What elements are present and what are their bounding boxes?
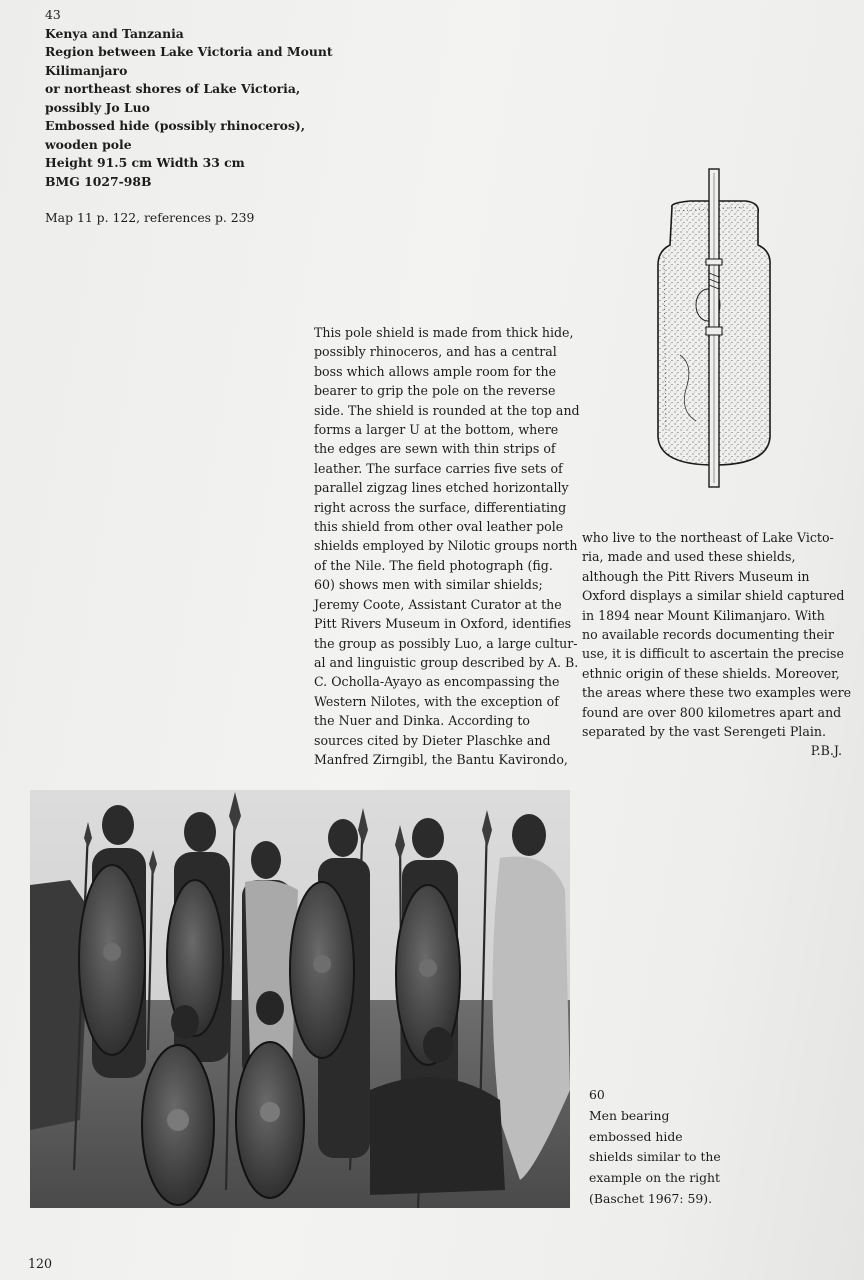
catalog-line: BMG 1027-98B — [45, 173, 152, 189]
page-number: 120 — [28, 1256, 53, 1271]
catalog-entry — [45, 6, 333, 191]
caption-line: shields similar to the — [589, 1149, 721, 1165]
body-text-column-2 — [582, 528, 852, 761]
text-line: in 1894 near Mount Kilimanjaro. With — [582, 607, 825, 623]
catalog-line: or northeast shores of Lake Victoria, — [45, 81, 301, 96]
author-initials: P.B.J. — [810, 743, 842, 759]
text-line: right across the surface, differentiating — [314, 499, 567, 515]
catalog-line: Embossed hide (possibly rhinoceros), — [45, 118, 306, 133]
text-line: leather. The surface carries five sets of — [314, 460, 563, 476]
text-line: sources cited by Dieter Plaschke and — [314, 732, 551, 748]
text-line: C. Ocholla-Ayayo as encompassing the — [314, 674, 560, 690]
text-line: ria, made and used these shields, — [582, 549, 796, 565]
text-line: of the Nile. The field photograph (fig. — [314, 557, 553, 573]
text-line: no available records documenting their — [582, 627, 834, 643]
text-line: the Nuer and Dinka. According to — [314, 713, 531, 729]
text-line: Jeremy Coote, Assistant Curator at the — [314, 596, 562, 612]
shield-drawing — [650, 165, 778, 495]
text-line: this shield from other oval leather pole — [314, 519, 564, 535]
text-line: found are over 800 kilometres apart and — [582, 704, 842, 720]
text-line: the edges are sewn with thin strips of — [314, 441, 556, 457]
text-line: shields employed by Nilotic groups north — [314, 538, 578, 554]
catalog-line: Region between Lake Victoria and Mount — [45, 44, 333, 59]
text-line: forms a larger U at the bottom, where — [314, 422, 559, 438]
caption-line: example on the right — [589, 1170, 721, 1186]
text-line: boss which allows ample room for the — [314, 363, 557, 379]
text-line: ethnic origin of these shields. Moreover, — [582, 665, 840, 681]
text-line: separated by the vast Serengeti Plain. — [582, 724, 826, 740]
caption-line: Men bearing — [589, 1107, 670, 1123]
catalog-number: 43 — [45, 7, 61, 22]
caption-line: (Baschet 1967: 59). — [589, 1190, 713, 1206]
text-line: bearer to grip the pole on the reverse — [314, 383, 556, 399]
text-line: 60) shows men with similar shields; — [314, 577, 543, 593]
catalog-line: Kilimanjaro — [45, 62, 128, 78]
text-line: Manfred Zirngibl, the Bantu Kavirondo, — [314, 751, 568, 767]
map-reference: Map 11 p. 122, references p. 239 — [45, 210, 255, 225]
text-line: the areas where these two examples were — [582, 685, 852, 701]
catalog-line: possibly Jo Luo — [45, 99, 150, 115]
text-line: Pitt Rivers Museum in Oxford, identifies — [314, 616, 572, 632]
text-line: Western Nilotes, with the exception of — [314, 693, 559, 709]
text-line: al and linguistic group described by A. B. — [314, 654, 579, 670]
text-line: side. The shield is rounded at the top and — [314, 402, 580, 418]
text-line: although the Pitt Rivers Museum in — [582, 568, 810, 584]
figure-caption — [589, 1085, 779, 1210]
text-line: Oxford displays a similar shield captured — [582, 588, 845, 604]
catalog-line: Height 91.5 cm Width 33 cm — [45, 155, 245, 170]
text-line: who live to the northeast of Lake Victo- — [582, 530, 834, 545]
caption-line: embossed hide — [589, 1128, 683, 1144]
text-line: the group as possibly Luo, a large cultur- — [314, 635, 578, 651]
text-line: parallel zigzag lines etched horizontally — [314, 480, 569, 496]
catalog-line: Kenya and Tanzania — [45, 25, 184, 41]
text-line: possibly rhinoceros, and has a central — [314, 344, 557, 360]
figure-number: 60 — [589, 1087, 605, 1102]
text-line: use, it is difficult to ascertain the precise — [582, 646, 844, 662]
text-line: This pole shield is made from thick hide, — [314, 325, 574, 340]
field-photograph — [30, 790, 570, 1208]
body-text-column-1 — [314, 323, 580, 769]
catalog-line: wooden pole — [45, 136, 132, 152]
